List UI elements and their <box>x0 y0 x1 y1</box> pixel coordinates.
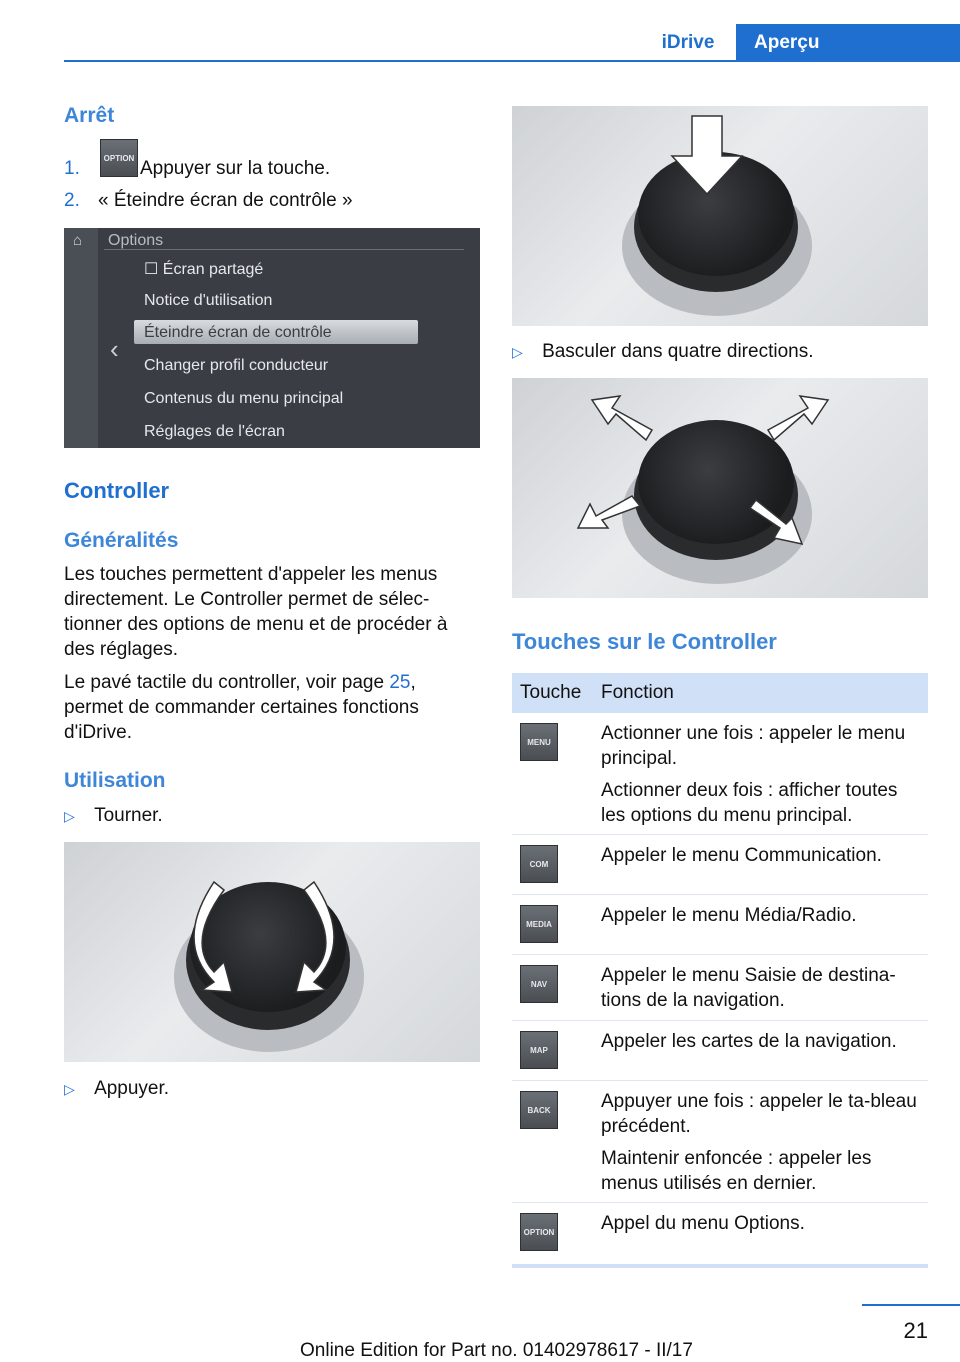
options-screen-image <box>64 228 480 448</box>
table-header <box>512 673 928 713</box>
row-divider <box>512 894 928 895</box>
table-row-map: Appeler les cartes de la navigation. <box>601 1031 897 1052</box>
table-row-menu-line2: Actionner deux fois : afficher toutes les options du menu principal. <box>601 780 898 826</box>
page-link[interactable]: 25 <box>389 672 411 693</box>
screen-item-reglages: Réglages de l'écran <box>144 423 285 440</box>
touchpad-text-a: Le pavé tactile du controller, voir page <box>64 672 390 693</box>
press-arrow-icon <box>512 106 928 326</box>
option-key-icon: OPTION <box>100 139 138 177</box>
option-key-icon: OPTION <box>520 1213 558 1251</box>
step-1 <box>64 156 80 181</box>
controller-rotate-photo <box>64 842 480 1062</box>
screen-divider <box>104 249 464 250</box>
nav-key-icon: NAV <box>520 965 558 1003</box>
bullet-appuyer-text: Appuyer. <box>94 1078 170 1099</box>
menu-key-icon: MENU <box>520 723 558 761</box>
step-1-text: Appuyer sur la touche. <box>140 158 331 179</box>
step-2-text: « Éteindre écran de contrôle » <box>98 190 353 211</box>
screen-sidebar <box>64 228 98 448</box>
row-divider <box>512 1202 928 1203</box>
table-row-option: Appel du menu Options. <box>601 1213 805 1234</box>
arret-heading: Arrêt <box>64 104 115 127</box>
step-2 <box>64 188 80 213</box>
footer-rule <box>862 1304 960 1306</box>
bullet-tourner-text: Tourner. <box>94 805 163 826</box>
col-touche: Touche <box>520 682 582 703</box>
controller-heading: Controller <box>64 478 170 503</box>
touchpad-text-b: , permet de commander certaines fonctions d'iDrive. <box>64 672 419 743</box>
step-1-number: 1. <box>64 158 80 179</box>
generalites-heading: Généralités <box>64 529 179 552</box>
edition-text: Online Edition for Part no. 01402978617 - II/17 <box>300 1340 693 1361</box>
table-row-back-line1: Appuyer une fois : appeler le ta‐bleau précédent. <box>601 1091 917 1137</box>
screen-item-notice: Notice d'utilisation <box>144 292 273 309</box>
com-key-icon: COM <box>520 845 558 883</box>
header-section: iDrive <box>661 32 715 53</box>
col-fonction: Fonction <box>601 682 674 703</box>
table-row-menu-line1: Actionner une fois : appeler le menu principal. <box>601 723 906 769</box>
step-2-number: 2. <box>64 190 80 211</box>
touchpad-paragraph <box>64 670 474 745</box>
screen-item-contenus: Contenus du menu principal <box>144 390 344 407</box>
screen-item-profil: Changer profil conducteur <box>144 357 329 374</box>
table-row-com: Appeler le menu Communication. <box>601 845 882 866</box>
rotate-arrows-icon <box>64 842 480 1062</box>
home-icon: ⌂ <box>73 232 83 249</box>
media-key-icon: MEDIA <box>520 905 558 943</box>
bullet-basculer-text: Basculer dans quatre directions. <box>542 341 814 362</box>
table-row-nav: Appeler le menu Saisie de destina‐tions de la navigation. <box>601 965 896 1011</box>
page-number: 21 <box>903 1318 928 1343</box>
table-bottom-rule <box>512 1264 928 1268</box>
utilisation-heading: Utilisation <box>64 769 166 792</box>
generalites-paragraph: Les touches permettent d'appeler les menus directement. Le Controller permet de sélec‐tionner des options de menu et de procéder à des réglages. <box>64 564 448 660</box>
chevron-left-icon: ‹ <box>110 334 119 364</box>
back-key-icon: BACK <box>520 1091 558 1129</box>
header-rule <box>64 60 960 62</box>
bullet-basculer <box>512 339 814 365</box>
controller-press-photo <box>512 106 928 326</box>
bullet-tourner <box>64 803 163 829</box>
row-divider <box>512 834 928 835</box>
screen-item-split: ☐ Écran partagé <box>144 261 264 278</box>
row-divider <box>512 1080 928 1081</box>
bullet-appuyer <box>64 1076 169 1102</box>
triangle-bullet-icon: ▷ <box>512 344 523 360</box>
screen-title: Options <box>108 232 164 249</box>
header-chapter: Aperçu <box>736 24 960 62</box>
touches-heading: Touches sur le Controller <box>512 629 777 654</box>
row-divider <box>512 1020 928 1021</box>
triangle-bullet-icon: ▷ <box>64 808 75 824</box>
triangle-bullet-icon: ▷ <box>64 1081 75 1097</box>
controller-tilt-photo <box>512 378 928 598</box>
screen-item-eteindre: Éteindre écran de contrôle <box>144 324 332 341</box>
row-divider <box>512 954 928 955</box>
table-row-back-line2: Maintenir enfoncée : appeler les menus utilisés en dernier. <box>601 1148 872 1194</box>
tilt-arrows-icon <box>512 378 928 598</box>
table-row-media: Appeler le menu Média/Radio. <box>601 905 857 926</box>
map-key-icon: MAP <box>520 1031 558 1069</box>
